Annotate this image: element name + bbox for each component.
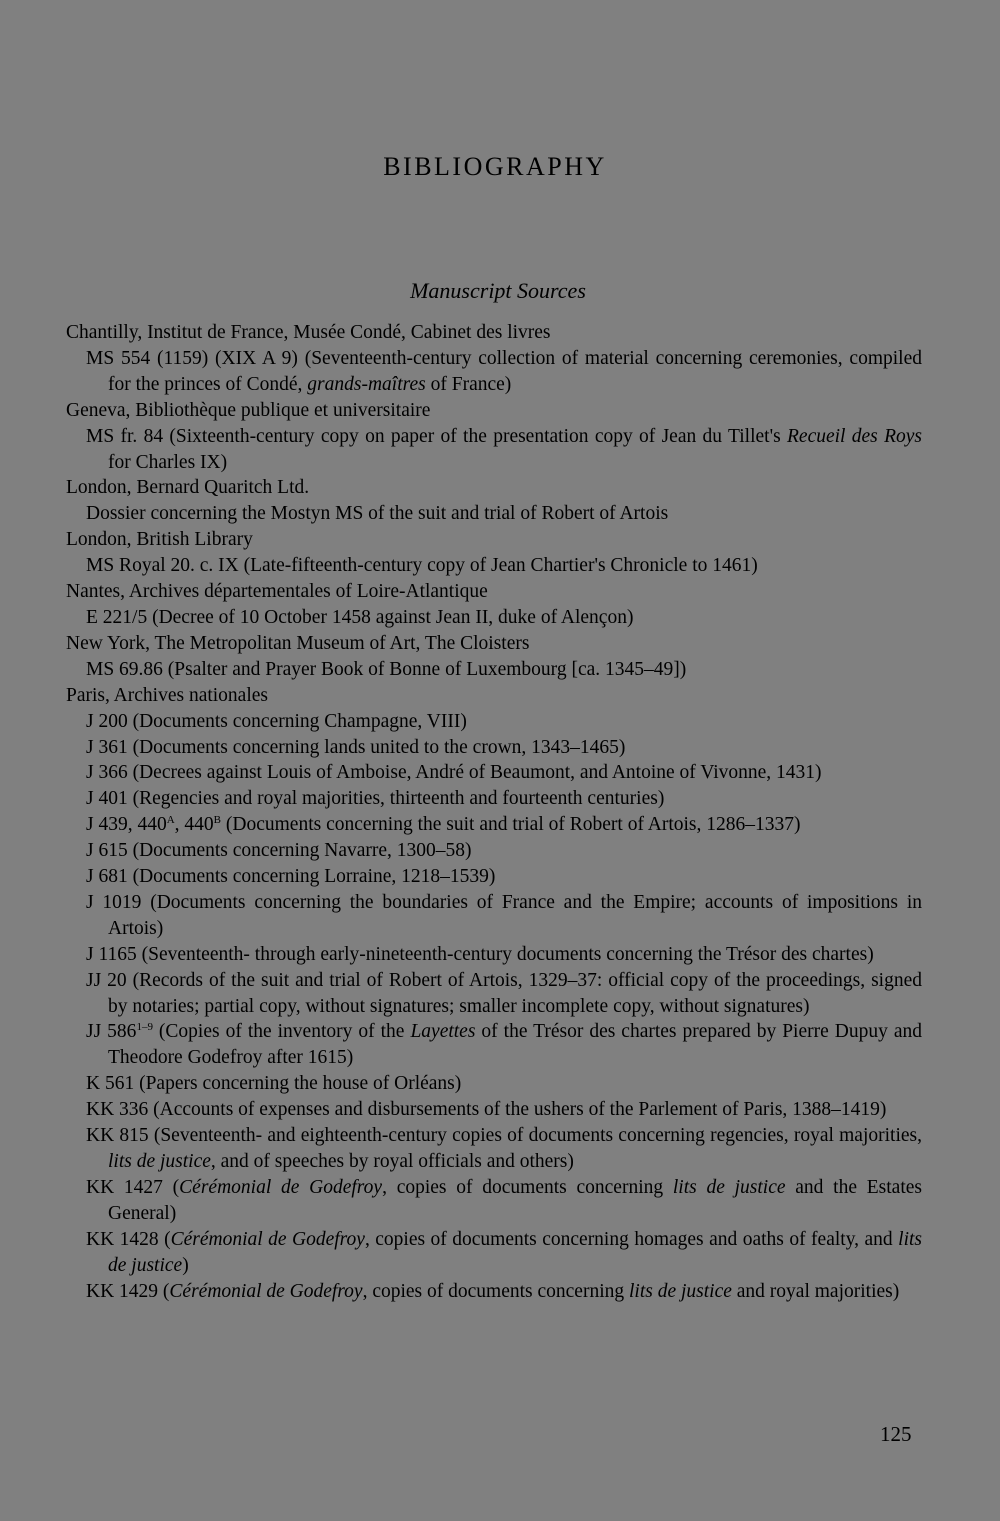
superscript-text: 1–9 (136, 1021, 153, 1034)
entry-text: J 615 (Documents concerning Navarre, 1300–58) (86, 840, 472, 862)
entry-text: KK 1427 ( (86, 1176, 180, 1198)
entry-text: J 366 (Decrees against Louis of Amboise, André of Beaumont, and Antoine of Vivonne, 1431) (86, 762, 822, 784)
entry-text: J 439, 440 (86, 814, 167, 836)
entry-text: J 361 (Documents concerning lands united to the crown, 1343–1465) (86, 736, 626, 758)
entry-text: of France) (425, 373, 512, 395)
entry-text: (Copies of the inventory of the (152, 1021, 411, 1043)
repository-heading (66, 320, 922, 346)
superscript-text: A (166, 814, 175, 827)
italic-title: grands-maîtres (307, 373, 426, 395)
entry-text: MS 69.86 (Psalter and Prayer Book of Bonne of Luxembourg [ca. 1345–49]) (86, 658, 687, 680)
manuscript-entry (66, 838, 922, 864)
entry-text: JJ 20 (Records of the suit and trial of Robert of Artois, 1329–37: official copy of the proceedings, signed by notaries; partial copy, without signatures; smaller incomplete copy, without signatures) (86, 969, 922, 1017)
entry-text: KK 815 (Seventeenth- and eighteenth-century copies of documents concerning regencies, royal majorities, (86, 1125, 922, 1147)
entry-text: J 681 (Documents concerning Lorraine, 1218–1539) (86, 866, 496, 888)
entry-text: , copies of documents concerning (382, 1176, 673, 1198)
manuscript-entry (66, 864, 922, 890)
italic-title: lits de justice (629, 1280, 732, 1302)
manuscript-entry (66, 760, 922, 786)
entry-text: J 200 (Documents concerning Champagne, VIII) (86, 710, 467, 732)
entry-text: MS fr. 84 (Sixteenth-century copy on paper of the presentation copy of Jean du Tillet's (86, 425, 787, 447)
repository-heading (66, 527, 922, 553)
entry-text: and royal majorities) (731, 1280, 900, 1302)
manuscript-entry (66, 735, 922, 761)
entry-text: J 1165 (Seventeenth- through early-nineteenth-century documents concerning the Trésor des chartes) (86, 943, 874, 965)
entry-text: KK 1428 ( (86, 1228, 171, 1250)
entry-text: MS 554 (1159) (XIX A 9) (Seventeenth-century collection of material concerning ceremonies, compiled for the princes of Condé, (86, 347, 922, 395)
entry-text: MS Royal 20. c. IX (Late-fifteenth-century copy of Jean Chartier's Chronicle to 1461) (86, 555, 758, 577)
italic-title: Cérémonial de Godefroy (169, 1280, 363, 1302)
italic-title: Recueil des Roys (787, 425, 922, 447)
manuscript-entry (66, 968, 922, 1020)
bibliography-list (66, 320, 922, 1304)
repository-name: London, Bernard Quaritch Ltd. (66, 477, 310, 499)
entry-text: Dossier concerning the Mostyn MS of the suit and trial of Robert of Artois (86, 503, 669, 525)
italic-title: lits de justice (672, 1176, 786, 1198)
manuscript-entry (66, 812, 922, 838)
repository-name: Paris, Archives nationales (66, 684, 268, 706)
italic-title: lits de justice (108, 1228, 922, 1276)
manuscript-entry (66, 346, 922, 398)
italic-title: Layettes (410, 1021, 476, 1043)
repository-name: Chantilly, Institut de France, Musée Condé, Cabinet des livres (66, 322, 551, 343)
italic-title: lits de justice (108, 1151, 211, 1172)
entry-text: J 1019 (Documents concerning the boundaries of France and the Empire; accounts of impositions in Artois) (86, 891, 922, 939)
italic-title: Cérémonial de Godefroy (179, 1176, 383, 1198)
manuscript-entry (66, 605, 922, 631)
page-number: 125 (880, 1422, 912, 1446)
repository-name: London, British Library (66, 529, 253, 551)
manuscript-entry (66, 424, 922, 476)
italic-title: Cérémonial de Godefroy (170, 1228, 365, 1250)
entry-text: , 440 (174, 814, 214, 836)
entry-text: KK 336 (Accounts of expenses and disbursements of the ushers of the Parlement of Paris, 1388–1419) (86, 1099, 887, 1121)
manuscript-entry (66, 553, 922, 579)
entry-text: E 221/5 (Decree of 10 October 1458 against Jean II, duke of Alençon) (86, 606, 634, 628)
entry-text: for Charles IX) (108, 451, 228, 473)
entry-text: , and of speeches by royal officials and others) (210, 1151, 574, 1172)
repository-name: Nantes, Archives départementales of Loire-Atlantique (66, 581, 488, 603)
page-title: BIBLIOGRAPHY (383, 152, 607, 181)
entry-text: K 561 (Papers concerning the house of Orléans) (86, 1073, 462, 1095)
manuscript-entry (66, 1175, 922, 1227)
manuscript-entry (66, 1019, 922, 1071)
repository-heading (66, 475, 922, 501)
manuscript-entry (66, 942, 922, 968)
section-title: Manuscript Sources (410, 278, 586, 303)
entry-text: of the Trésor des chartes prepared by Pierre Dupuy and Theodore Godefroy after 1615) (108, 1021, 922, 1069)
manuscript-entry (66, 1071, 922, 1097)
manuscript-entry (66, 501, 922, 527)
manuscript-entry (66, 786, 922, 812)
repository-heading (66, 631, 922, 657)
entry-text: , copies of documents concerning homages and oaths of fealty, and (364, 1228, 899, 1250)
entry-text: J 401 (Regencies and royal majorities, thirteenth and fourteenth centuries) (86, 788, 665, 810)
manuscript-entry (66, 657, 922, 683)
entry-text: JJ 586 (86, 1021, 137, 1043)
entry-text: (Documents concerning the suit and trial of Robert of Artois, 1286–1337) (221, 814, 801, 836)
entry-text: , copies of documents concerning (362, 1280, 629, 1302)
repository-heading (66, 579, 922, 605)
repository-heading (66, 398, 922, 424)
manuscript-entry (66, 1123, 922, 1175)
manuscript-entry (66, 1097, 922, 1123)
entry-text: and the Estates General) (108, 1176, 922, 1224)
manuscript-entry (66, 1279, 922, 1305)
manuscript-entry (66, 1227, 922, 1279)
manuscript-entry (66, 890, 922, 942)
repository-name: Geneva, Bibliothèque publique et universitaire (66, 399, 431, 421)
manuscript-entry (66, 709, 922, 735)
entry-text: ) (182, 1254, 189, 1276)
repository-heading (66, 683, 922, 709)
superscript-text: B (213, 814, 222, 827)
repository-name: New York, The Metropolitan Museum of Art, The Cloisters (66, 632, 530, 654)
entry-text: KK 1429 ( (86, 1280, 170, 1302)
